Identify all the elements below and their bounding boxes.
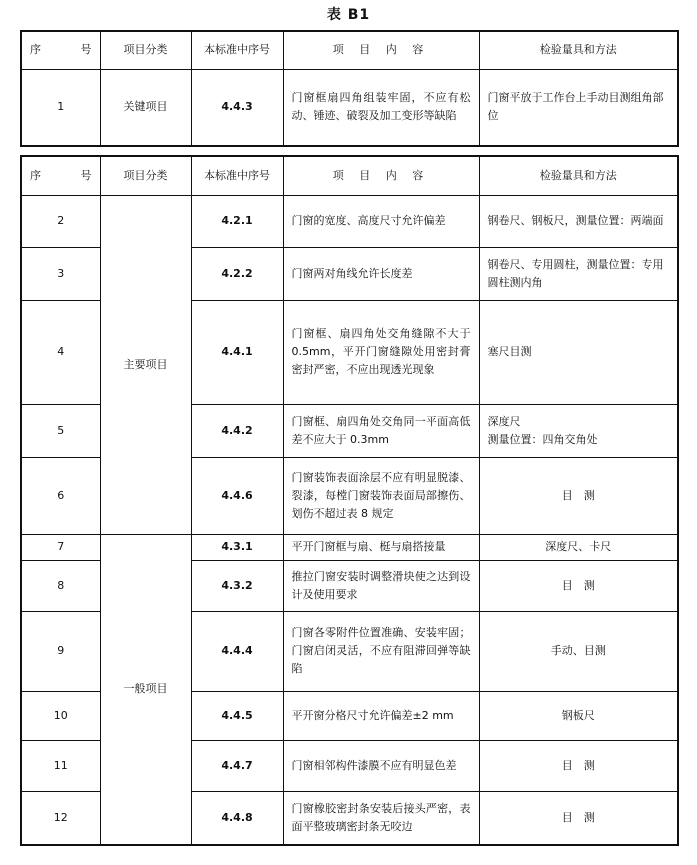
row-clause: 4.4.7	[191, 740, 283, 791]
header-method: 检验量具和方法	[479, 31, 678, 69]
header-category: 项目分类	[100, 31, 191, 69]
header-clause: 本标准中序号	[191, 156, 283, 195]
row-content: 门窗各零附件位置准确、安装牢固；门窗启闭灵活，不应有阻滞回弹等缺陷	[283, 611, 479, 691]
row-method-line2: 测量位置：四角交角处	[487, 432, 598, 446]
row-method: 目 测	[479, 740, 678, 791]
row-content: 门窗框、扇四角处交角缝隙不大于 0.5mm，平开门窗缝隙处用密封膏密封严密，不应出现透光现象	[283, 300, 479, 404]
header-row	[21, 31, 678, 69]
header-seq	[21, 156, 100, 195]
items-table	[20, 155, 679, 846]
row-method: 深度尺、卡尺	[479, 534, 678, 560]
header-row	[21, 156, 678, 195]
row-clause: 4.4.8	[191, 791, 283, 845]
row-clause: 4.4.5	[191, 691, 283, 740]
row-method: 门窗平放于工作台上手动目测组角部位	[479, 69, 678, 146]
row-method: 目 测	[479, 560, 678, 611]
row-seq: 12	[21, 791, 100, 845]
row-seq: 6	[21, 457, 100, 534]
category-main: 主要项目	[100, 195, 191, 534]
header-seq	[21, 31, 100, 69]
row-content: 门窗装饰表面涂层不应有明显脱漆、裂漆，每樘门窗装饰表面局部擦伤、划伤不超过表 8 规定	[283, 457, 479, 534]
row-method: 钢板尺	[479, 691, 678, 740]
table-row	[21, 69, 678, 146]
row-content: 门窗相邻构件漆膜不应有明显色差	[283, 740, 479, 791]
row-method: 手动、目测	[479, 611, 678, 691]
row-content: 门窗橡胶密封条安装后接头严密，表面平整玻璃密封条无咬边	[283, 791, 479, 845]
row-clause: 4.4.1	[191, 300, 283, 404]
header-seq-right: 号	[80, 168, 92, 182]
row-method	[479, 404, 678, 457]
row-seq: 9	[21, 611, 100, 691]
row-method: 钢卷尺、钢板尺，测量位置：两端面	[479, 195, 678, 247]
table-caption: 表 B1	[326, 7, 371, 23]
row-method: 钢卷尺、专用圆柱，测量位置：专用圆柱测内角	[479, 247, 678, 300]
row-method: 塞尺目测	[479, 300, 678, 404]
row-seq: 8	[21, 560, 100, 611]
table-row	[21, 195, 678, 247]
row-seq: 5	[21, 404, 100, 457]
row-seq: 3	[21, 247, 100, 300]
row-seq: 7	[21, 534, 100, 560]
row-content: 门窗的宽度、高度尺寸允许偏差	[283, 195, 479, 247]
key-items-table	[20, 30, 679, 147]
header-category: 项目分类	[100, 156, 191, 195]
header-seq-right: 号	[80, 43, 92, 57]
category-general: 一般项目	[100, 534, 191, 845]
table-row	[21, 534, 678, 560]
header-content: 项 目 内 容	[283, 31, 479, 69]
header-seq-left: 序	[30, 168, 41, 182]
row-clause: 4.4.2	[191, 404, 283, 457]
row-method-line1: 深度尺	[487, 414, 521, 428]
header-method: 检验量具和方法	[479, 156, 678, 195]
row-content: 门窗两对角线允许长度差	[283, 247, 479, 300]
header-seq-left: 序	[30, 43, 41, 57]
row-clause: 4.4.6	[191, 457, 283, 534]
row-content: 平开窗分格尺寸允许偏差±2 mm	[283, 691, 479, 740]
row-seq: 11	[21, 740, 100, 791]
row-seq: 2	[21, 195, 100, 247]
row-seq: 4	[21, 300, 100, 404]
header-content: 项 目 内 容	[283, 156, 479, 195]
row-content: 门窗框扇四角组装牢固，不应有松动、锤迹、破裂及加工变形等缺陷	[283, 69, 479, 146]
row-seq: 10	[21, 691, 100, 740]
row-method: 目 测	[479, 457, 678, 534]
row-clause: 4.4.4	[191, 611, 283, 691]
header-clause: 本标准中序号	[191, 31, 283, 69]
row-clause: 4.2.2	[191, 247, 283, 300]
row-method: 目 测	[479, 791, 678, 845]
row-clause: 4.2.1	[191, 195, 283, 247]
row-content: 平开门窗框与扇、梃与扇搭接量	[283, 534, 479, 560]
row-content: 推拉门窗安装时调整滑块使之达到设计及使用要求	[283, 560, 479, 611]
row-clause: 4.4.3	[191, 69, 283, 146]
row-clause: 4.3.2	[191, 560, 283, 611]
row-content: 门窗框、扇四角处交角同一平面高低差不应大于 0.3mm	[283, 404, 479, 457]
row-clause: 4.3.1	[191, 534, 283, 560]
row-seq: 1	[21, 69, 100, 146]
row-category: 关键项目	[100, 69, 191, 146]
